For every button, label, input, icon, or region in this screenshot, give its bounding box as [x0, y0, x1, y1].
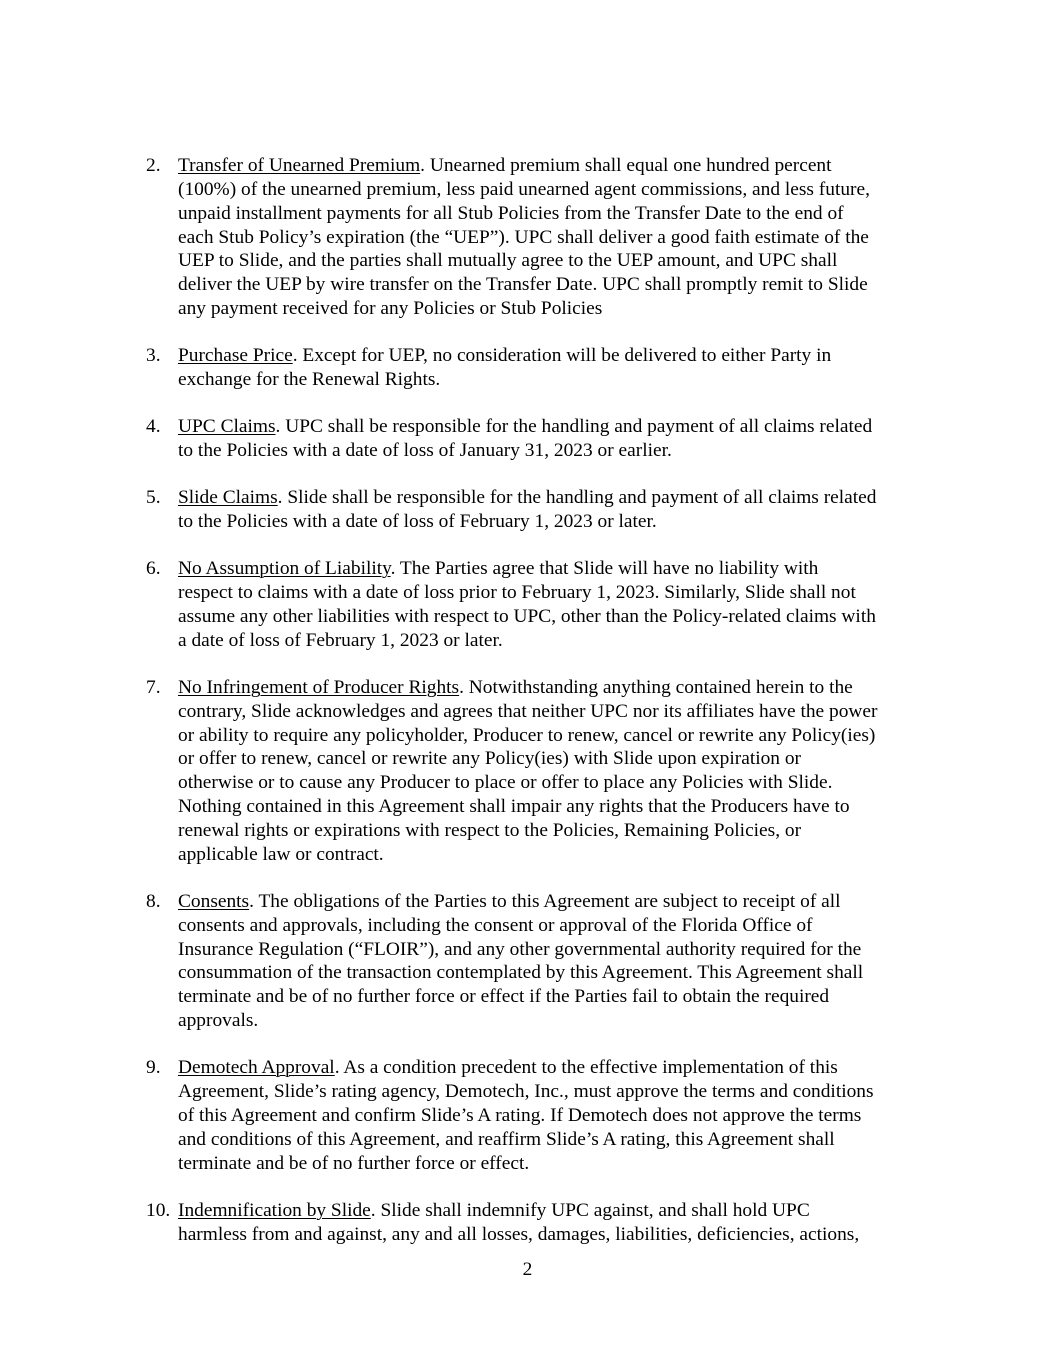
clause-body	[178, 676, 946, 867]
clause-body	[178, 154, 946, 321]
page-number: 2	[522, 1259, 533, 1280]
clause-body	[178, 890, 946, 1033]
clause-heading: Consents	[178, 890, 250, 912]
clause-line	[178, 344, 946, 368]
clause-heading: Demotech Approval	[178, 1057, 335, 1079]
clause-number: 2.	[146, 155, 161, 176]
clause-line: and conditions of this Agreement, and reaffirm Slide’s A rating, this Agreement shall	[178, 1128, 835, 1150]
clause-heading: Purchase Price	[178, 345, 293, 367]
clause-line: Agreement, Slide’s rating agency, Demotech, Inc., must approve the terms and conditions	[178, 1081, 874, 1103]
clause-line: UEP to Slide, and the parties shall mutually agree to the UEP amount, and UPC shall	[178, 250, 838, 272]
clause-heading: Transfer of Unearned Premium	[178, 155, 421, 176]
clause-body	[178, 1056, 946, 1175]
clause-line: Insurance Regulation (“FLOIR”), and any other governmental authority required for the	[178, 938, 862, 960]
clause-2	[146, 154, 946, 321]
clause-number: 5.	[146, 487, 161, 509]
clause-body	[178, 1199, 946, 1247]
clause-line: applicable law or contract.	[178, 843, 384, 865]
clause-line: each Stub Policy’s expiration (the “UEP”). UPC shall deliver a good faith estimate of the	[178, 226, 869, 248]
clause-body	[178, 344, 946, 392]
clause-5	[146, 486, 946, 534]
clause-line: to the Policies with a date of loss of January 31, 2023 or earlier.	[178, 440, 672, 462]
clause-line: to the Policies with a date of loss of February 1, 2023 or later.	[178, 511, 657, 533]
clause-body	[178, 415, 946, 463]
clause-4	[146, 415, 946, 463]
clause-line: consents and approvals, including the consent or approval of the Florida Office of	[178, 914, 813, 936]
clause-number: 10.	[146, 1199, 171, 1221]
clause-line	[178, 1056, 946, 1080]
clause-text: . UPC shall be responsible for the handling and payment of all claims related	[275, 416, 873, 438]
clause-body	[178, 557, 946, 652]
clause-line	[178, 415, 946, 439]
clause-text: . Except for UEP, no consideration will be delivered to either Party in	[292, 345, 832, 367]
clause-6	[146, 557, 946, 652]
clause-number: 6.	[146, 558, 161, 580]
clause-line: or offer to renew, cancel or rewrite any Policy(ies) with Slide upon expiration or	[178, 748, 801, 770]
clause-10	[146, 1199, 946, 1247]
clause-line	[178, 486, 946, 510]
clause-line: deliver the UEP by wire transfer on the Transfer Date. UPC shall promptly remit to Slide	[178, 274, 868, 296]
clause-list	[146, 154, 946, 1270]
clause-body	[178, 486, 946, 534]
clause-text: . The Parties agree that Slide will have no liability with	[390, 558, 819, 580]
clause-number: 9.	[146, 1057, 161, 1079]
clause-heading: Slide Claims	[178, 487, 278, 509]
clause-line: exchange for the Renewal Rights.	[178, 369, 441, 391]
clause-line: unpaid installment payments for all Stub Policies from the Transfer Date to the end of	[178, 202, 844, 224]
clause-line: harmless from and against, any and all losses, damages, liabilities, deficiencies, actions,	[178, 1223, 860, 1245]
clause-line	[178, 154, 946, 178]
clause-line: (100%) of the unearned premium, less paid unearned agent commissions, and less future,	[178, 178, 870, 200]
clause-line: terminate and be of no further force or effect.	[178, 1152, 530, 1174]
clause-text: . Slide shall indemnify UPC against, and shall hold UPC	[370, 1199, 810, 1221]
clause-line: terminate and be of no further force or effect if the Parties fail to obtain the required	[178, 986, 830, 1008]
clause-line: a date of loss of February 1, 2023 or later.	[178, 629, 503, 651]
clause-heading: UPC Claims	[178, 416, 276, 438]
clause-8	[146, 890, 946, 1033]
clause-line	[178, 1199, 946, 1223]
clause-line: respect to claims with a date of loss prior to February 1, 2023. Similarly, Slide shall not	[178, 582, 856, 603]
clause-line: Nothing contained in this Agreement shall impair any rights that the Producers have to	[178, 796, 850, 818]
clause-number: 8.	[146, 890, 161, 912]
clause-number: 7.	[146, 676, 161, 698]
clause-line: approvals.	[178, 1010, 259, 1032]
clause-9	[146, 1056, 946, 1175]
clause-line: consummation of the transaction contemplated by this Agreement. This Agreement shall	[178, 962, 864, 984]
clause-line: assume any other liabilities with respect to UPC, other than the Policy-related claims with	[178, 605, 876, 627]
clause-line: or ability to require any policyholder, Producer to renew, cancel or rewrite any Policy(ies)	[178, 724, 876, 746]
clause-7	[146, 676, 946, 867]
clause-line: contrary, Slide acknowledges and agrees that neither UPC nor its affiliates have the power	[178, 700, 878, 722]
clause-line	[178, 557, 946, 581]
clause-heading: Indemnification by Slide	[178, 1199, 371, 1221]
clause-text: . The obligations of the Parties to this Agreement are subject to receipt of all	[249, 890, 841, 912]
clause-number: 4.	[146, 416, 161, 438]
clause-number: 3.	[146, 345, 161, 367]
clause-3	[146, 344, 946, 392]
clause-line: renewal rights or expirations with respect to the Policies, Remaining Policies, or	[178, 819, 802, 841]
clause-heading: No Assumption of Liability	[178, 558, 391, 580]
clause-heading: No Infringement of Producer Rights	[178, 676, 460, 698]
clause-text: . As a condition precedent to the effective implementation of this	[334, 1057, 838, 1079]
clause-line: of this Agreement and confirm Slide’s A rating. If Demotech does not approve the terms	[178, 1104, 862, 1126]
clause-line	[178, 676, 946, 700]
clause-line: any payment received for any Policies or Stub Policies	[178, 298, 603, 320]
clause-line	[178, 890, 946, 914]
clause-text: . Slide shall be responsible for the handling and payment of all claims related	[277, 487, 877, 509]
clause-text: . Notwithstanding anything contained herein to the	[459, 676, 853, 698]
clause-text: . Unearned premium shall equal one hundred percent	[420, 155, 832, 176]
clause-line: otherwise or to cause any Producer to place or offer to place any Policies with Slide.	[178, 772, 833, 794]
